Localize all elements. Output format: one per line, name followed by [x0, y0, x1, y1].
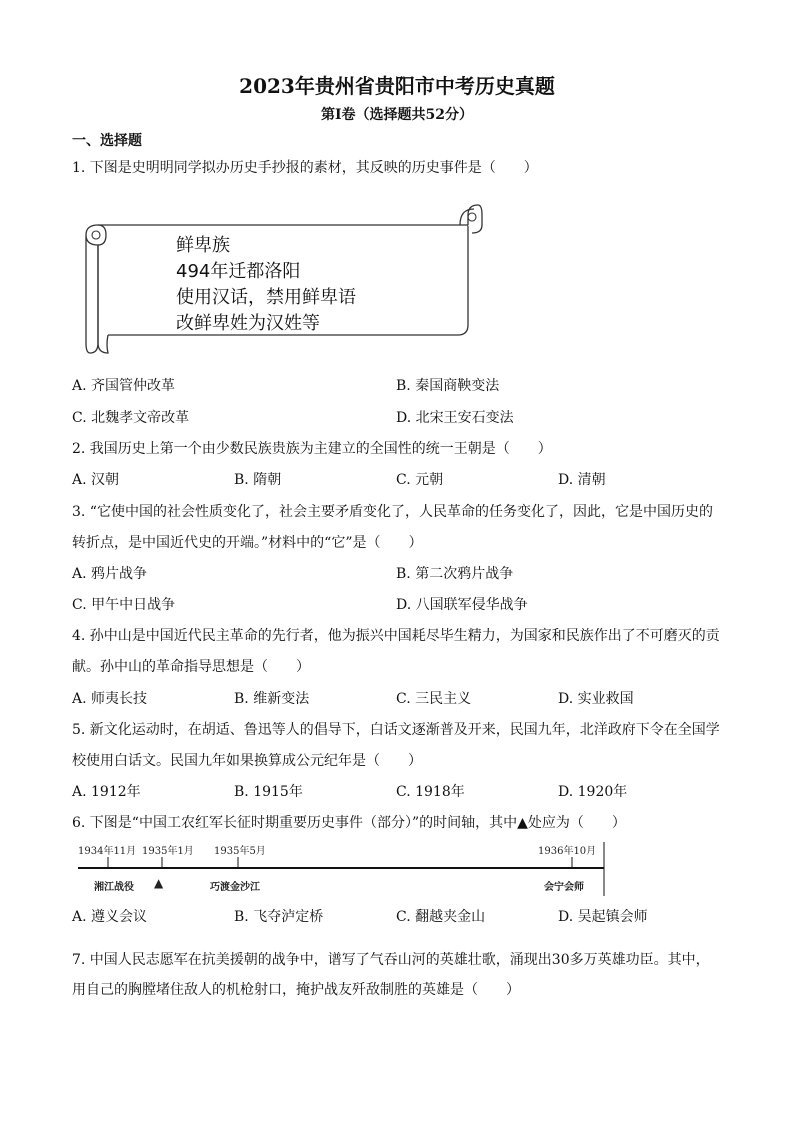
question-3-text-line-1: 3. “它使中国的社会性质变化了，社会主要矛盾变化了，人民革命的任务变化了，因此，它是中国历史的 — [72, 504, 713, 520]
q4-option-a[interactable]: A. 师夷长技 — [72, 691, 148, 707]
q4-option-c[interactable]: C. 三民主义 — [396, 691, 472, 707]
q5-option-a[interactable]: A. 1912年 — [72, 784, 141, 800]
question-5-text-line-1: 5. 新文化运动时，在胡适、鲁迅等人的倡导下，白话文逐渐普及开来，民国九年，北洋政府下令在全国学 — [72, 722, 720, 738]
q5-option-c[interactable]: C. 1918年 — [396, 784, 465, 800]
q2-option-b[interactable]: B. 隋朝 — [234, 472, 282, 488]
timeline-event-1: 湘江战役 — [94, 882, 134, 893]
question-3-text-line-2: 转折点，是中国近代史的开端。”材料中的“它”是（ ） — [72, 535, 423, 551]
q1-option-a[interactable]: A. 齐国管仲改革 — [72, 378, 176, 394]
q2-option-c[interactable]: C. 元朝 — [396, 472, 444, 488]
timeline-event-marker: ▲ — [154, 876, 164, 890]
timeline-event-3: 巧渡金沙江 — [210, 882, 260, 893]
q3-option-c[interactable]: C. 甲午中日战争 — [72, 597, 176, 613]
q3-option-d[interactable]: D. 八国联军侵华战争 — [396, 597, 528, 613]
q1-option-c[interactable]: C. 北魏孝文帝改革 — [72, 410, 190, 426]
scroll-line-3: 使用汉话，禁用鲜卑语 — [176, 287, 356, 308]
scroll-line-2: 494年迁都洛阳 — [176, 261, 301, 282]
timeline-figure — [78, 840, 608, 900]
q6-option-a[interactable]: A. 遵义会议 — [72, 909, 148, 925]
question-6-text: 6. 下图是“中国工农红军长征时期重要历史事件（部分）”的时间轴，其中▲处应为（ ） — [72, 815, 626, 831]
question-1-text: 1. 下图是史明明同学拟办历史手抄报的素材，其反映的历史事件是（ ） — [72, 160, 538, 176]
exam-subtitle: 第Ⅰ卷（选择题共52分） — [320, 107, 474, 123]
q4-option-d[interactable]: D. 实业救国 — [558, 691, 634, 707]
q6-option-c[interactable]: C. 翻越夹金山 — [396, 909, 486, 925]
timeline-date-2: 1935年1月 — [142, 846, 194, 857]
question-4-text-line-1: 4. 孙中山是中国近代民主革命的先行者，他为振兴中国耗尽毕生精力，为国家和民族作出了不可磨灭的贡 — [72, 628, 720, 644]
scroll-figure — [84, 203, 484, 355]
timeline-date-1: 1934年11月 — [78, 846, 137, 857]
question-5-text-line-2: 校使用白话文。民国九年如果换算成公元纪年是（ ） — [72, 753, 422, 769]
exam-title: 2023年贵州省贵阳市中考历史真题 — [239, 74, 555, 98]
q4-option-b[interactable]: B. 维新变法 — [234, 691, 310, 707]
q5-option-d[interactable]: D. 1920年 — [558, 784, 628, 800]
timeline-date-3: 1935年5月 — [214, 846, 266, 857]
q6-option-d[interactable]: D. 吴起镇会师 — [558, 909, 648, 925]
q3-option-b[interactable]: B. 第二次鸦片战争 — [396, 566, 514, 582]
q2-option-d[interactable]: D. 清朝 — [558, 472, 606, 488]
question-2-text: 2. 我国历史上第一个由少数民族贵族为主建立的全国性的统一王朝是（ ） — [72, 441, 552, 457]
question-4-text-line-2: 献。孙中山的革命指导思想是（ ） — [72, 659, 310, 675]
question-7-text-line-1: 7. 中国人民志愿军在抗美援朝的战争中，谱写了气吞山河的英雄壮歌，涌现出30多万英雄功臣。其中， — [72, 952, 710, 968]
timeline-event-4: 会宁会师 — [544, 882, 584, 893]
q3-option-a[interactable]: A. 鸦片战争 — [72, 566, 148, 582]
q5-option-b[interactable]: B. 1915年 — [234, 784, 303, 800]
scroll-line-1: 鲜卑族 — [176, 235, 230, 256]
section-heading: 一、选择题 — [72, 133, 142, 149]
q2-option-a[interactable]: A. 汉朝 — [72, 472, 120, 488]
scroll-line-4: 改鲜卑姓为汉姓等 — [176, 313, 320, 334]
q6-option-b[interactable]: B. 飞夺泸定桥 — [234, 909, 324, 925]
q1-option-b[interactable]: B. 秦国商鞅变法 — [396, 378, 500, 394]
q1-option-d[interactable]: D. 北宋王安石变法 — [396, 410, 514, 426]
timeline-date-4: 1936年10月 — [538, 846, 597, 857]
question-7-text-line-2: 用自己的胸膛堵住敌人的机枪射口，掩护战友歼敌制胜的英雄是（ ） — [72, 982, 520, 998]
